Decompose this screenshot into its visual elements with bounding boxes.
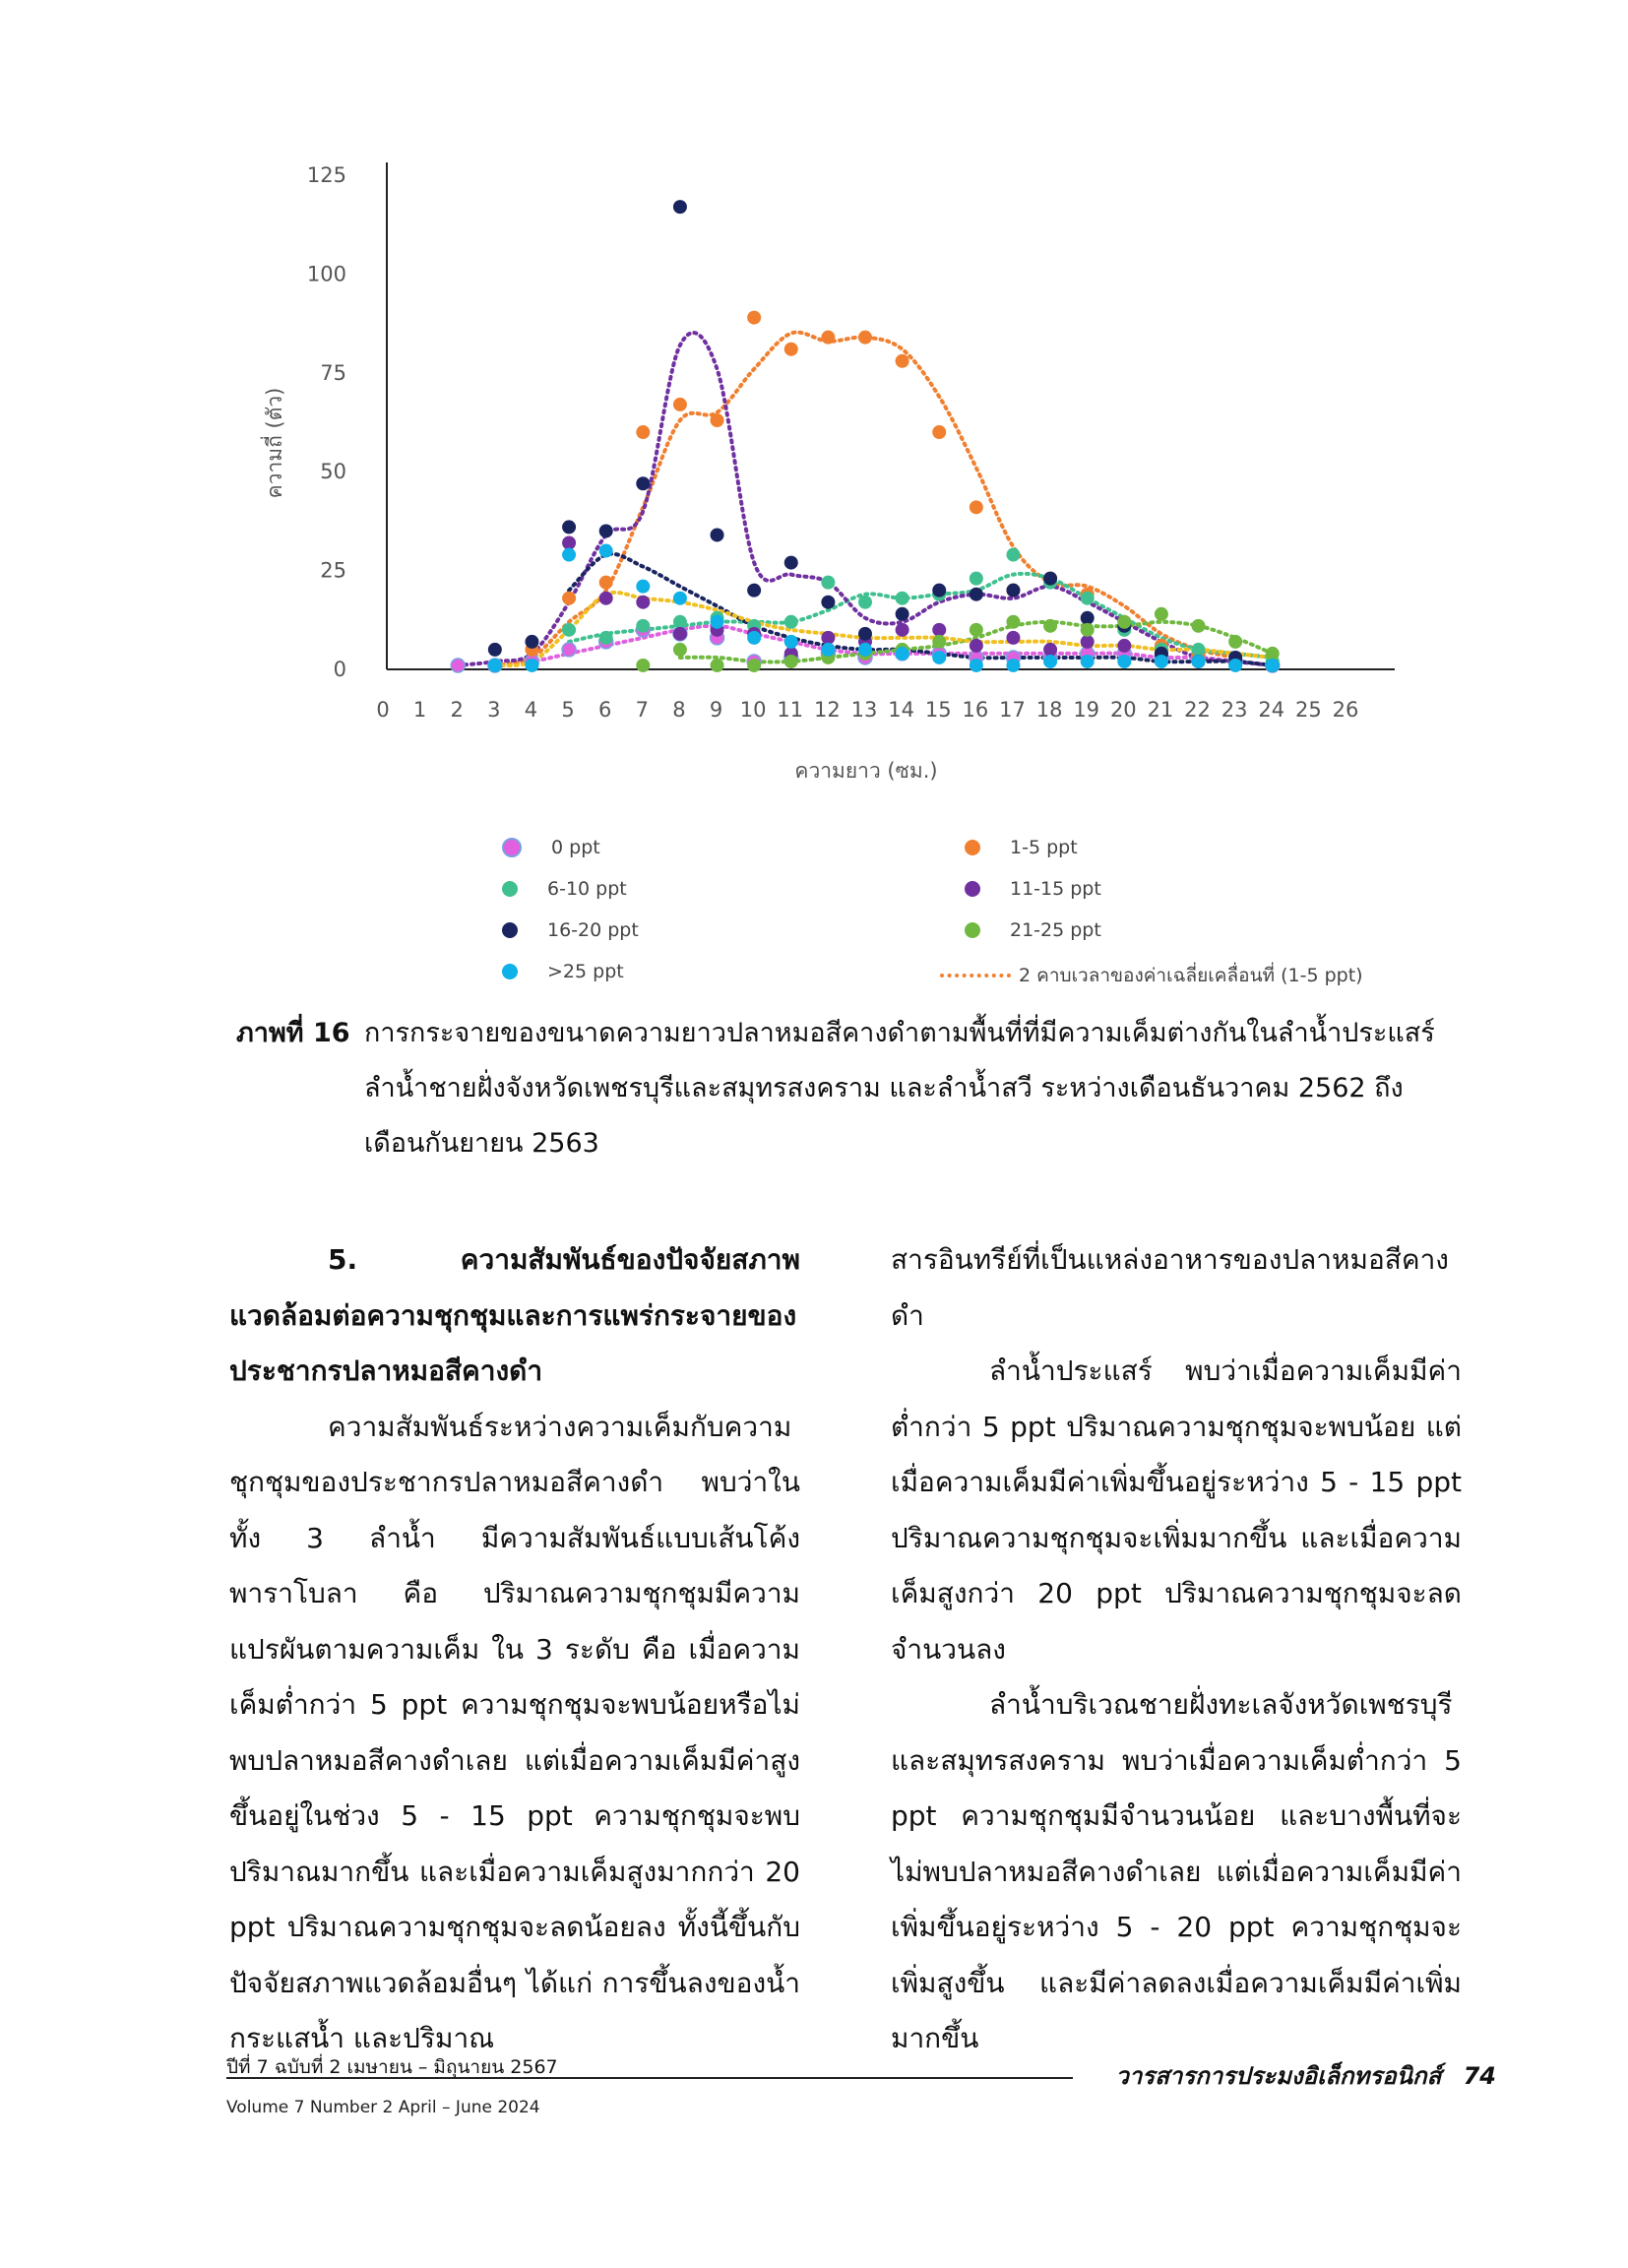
x-tick-label: 26: [1332, 698, 1359, 722]
legend-item-1-5ppt: [965, 837, 1078, 858]
data-point-series-1: [896, 354, 909, 368]
legend-label: 11-15 ppt: [1010, 878, 1101, 900]
section-heading: 5. ความสัมพันธ์ของปัจจัยสภาพแวดล้อมต่อความชุกชุมและการแพร่กระจายของประชากรปลาหมอสีคางดำ: [229, 1243, 800, 1387]
data-point-series-5: [1006, 615, 1020, 629]
data-point-series-4: [636, 476, 650, 490]
x-tick-label: 11: [777, 698, 804, 722]
data-point-series-6: [858, 643, 872, 657]
legend-label: 16-20 ppt: [547, 919, 639, 941]
data-point-series-5: [636, 659, 650, 672]
data-point-series-5: [970, 623, 983, 637]
data-point-series-6: [1006, 659, 1020, 672]
legend-label: 1-5 ppt: [1010, 837, 1078, 858]
data-point-series-3: [821, 631, 835, 645]
x-tick-label: 2: [450, 698, 464, 722]
data-point-series-4: [970, 588, 983, 601]
data-point-series-6: [711, 615, 724, 629]
data-point-series-4: [525, 635, 538, 649]
caption-label: ภาพที่ 16: [236, 1018, 350, 1048]
body-column-right: [891, 1232, 1462, 2067]
x-tick-label: 24: [1258, 698, 1285, 722]
data-point-series-1: [673, 398, 687, 411]
data-point-series-6: [1155, 655, 1168, 668]
data-point-series-1: [821, 331, 835, 345]
x-tick-label: 15: [924, 698, 952, 722]
x-axis-title: ความยาว (ซม.): [794, 759, 938, 783]
data-point-series-2: [673, 615, 687, 629]
data-point-series-3: [932, 623, 946, 637]
data-point-series-6: [562, 548, 576, 562]
x-tick-label: 21: [1147, 698, 1174, 722]
figure-caption: [236, 1006, 1457, 1171]
legend-marker-over-25ppt: [502, 964, 518, 979]
x-tick-label: 8: [672, 698, 686, 722]
data-point-series-6: [1043, 655, 1057, 668]
data-point-series-5: [1117, 615, 1131, 629]
footer-issue-thai: ปีที่ 7 ฉบับที่ 2 เมษายน – มิถุนายน 2567: [226, 2056, 558, 2078]
x-tick-label: 7: [635, 698, 649, 722]
data-point-series-4: [932, 584, 946, 598]
data-point-series-0: [562, 643, 576, 657]
x-tick-label: 9: [709, 698, 723, 722]
data-point-series-6: [784, 635, 798, 649]
data-point-series-6: [1117, 655, 1131, 668]
data-point-series-6: [673, 592, 687, 605]
x-tick-label: 0: [376, 698, 390, 722]
data-point-series-6: [1266, 659, 1280, 672]
legend-marker-16-20ppt: [502, 922, 518, 938]
legend-marker-21-25ppt: [965, 922, 980, 938]
data-point-series-2: [858, 596, 872, 609]
data-point-series-4: [673, 200, 687, 214]
data-point-series-2: [1192, 643, 1206, 657]
data-point-series-6: [636, 580, 650, 594]
data-point-series-6: [599, 544, 613, 558]
y-tick-label: 25: [320, 558, 346, 583]
data-point-series-1: [636, 425, 650, 439]
data-point-series-3: [562, 536, 576, 549]
x-tick-label: 14: [888, 698, 914, 722]
data-point-series-3: [1006, 631, 1020, 645]
x-tick-label: 12: [814, 698, 841, 722]
paragraph: ลำน้ำบริเวณชายฝั่งทะเลจังหวัดเพชรบุรีและสมุทรสงคราม พบว่าเมื่อความเค็มต่ำกว่า 5 ppt ความชุกชุมมีจำนวนน้อย และบางพื้นที่จะไม่พบปลาหมอสีคางดำเลย แต่เมื่อความเค็มมีค่าเพิ่มขึ้นอยู่ระหว่าง 5 - 20 ppt ความชุกชุมจะเพิ่มสูงขึ้น และมีค่าลดลงเมื่อความเค็มมีค่าเพิ่มมากขึ้น: [891, 1688, 1462, 2054]
data-point-series-4: [1081, 611, 1095, 625]
data-point-series-6: [525, 659, 538, 672]
x-tick-label: 22: [1184, 698, 1211, 722]
legend-marker-6-10ppt: [502, 881, 518, 897]
data-point-series-2: [599, 631, 613, 645]
legend-marker-0ppt: [502, 838, 522, 857]
data-point-series-6: [970, 659, 983, 672]
data-point-series-4: [784, 556, 798, 570]
data-point-series-5: [784, 655, 798, 668]
chart-legend: [492, 837, 1427, 1014]
data-point-series-6: [747, 631, 761, 645]
legend-item-11-15ppt: [965, 878, 1101, 900]
legend-item-0ppt: [502, 837, 600, 858]
data-point-series-2: [784, 615, 798, 629]
x-tick-label: 17: [999, 698, 1026, 722]
legend-label: >25 ppt: [547, 961, 624, 982]
page-footer: [226, 2052, 1496, 2121]
legend-label: 6-10 ppt: [547, 878, 627, 900]
data-point-series-1: [932, 425, 946, 439]
data-point-series-4: [562, 520, 576, 534]
data-point-series-3: [673, 627, 687, 641]
legend-label: 21-25 ppt: [1010, 919, 1101, 941]
legend-marker-11-15ppt: [965, 881, 980, 897]
caption-text: การกระจายของขนาดความยาวปลาหมอสีคางดำตามพื้นที่ที่มีความเค็มต่างกันในลำน้ำประแสร์ ลำน้ำชายฝั่งจังหวัดเพชรบุรีและสมุทรสงคราม และลำน้ำสวี ระหว่างเดือนธันวาคม 2562 ถึงเดือนกันยายน 2563: [364, 1018, 1435, 1159]
data-point-series-4: [711, 528, 724, 541]
data-point-series-5: [1043, 619, 1057, 633]
data-point-series-4: [488, 643, 502, 657]
y-tick-label: 0: [333, 658, 346, 681]
legend-dotted-line: [940, 974, 1011, 977]
data-point-series-2: [562, 623, 576, 637]
data-point-series-1: [970, 500, 983, 514]
footer-issue-english: Volume 7 Number 2 April – June 2024: [226, 2098, 540, 2117]
data-point-series-5: [1192, 619, 1206, 633]
data-point-series-4: [1043, 572, 1057, 586]
data-point-series-2: [636, 619, 650, 633]
data-point-series-1: [599, 576, 613, 590]
data-point-series-5: [1155, 607, 1168, 621]
x-tick-label: 18: [1035, 698, 1063, 722]
data-point-series-1: [858, 331, 872, 345]
data-point-series-3: [1117, 639, 1131, 653]
legend-item-over-25ppt: [502, 961, 624, 982]
data-point-series-6: [1228, 659, 1242, 672]
legend-marker-1-5ppt: [965, 840, 980, 855]
data-point-series-6: [488, 659, 502, 672]
x-tick-label: 23: [1221, 698, 1248, 722]
paragraph: สารอินทรีย์ที่เป็นแหล่งอาหารของปลาหมอสีคางดำ: [891, 1243, 1449, 1332]
legend-item-21-25ppt: [965, 919, 1101, 941]
data-point-series-2: [896, 592, 909, 605]
x-tick-label: 6: [598, 698, 612, 722]
data-point-series-1: [784, 343, 798, 356]
legend-item-16-20ppt: [502, 919, 639, 941]
data-point-series-3: [1081, 635, 1095, 649]
data-point-series-4: [821, 596, 835, 609]
x-tick-label: 3: [487, 698, 501, 722]
legend-item-6-10ppt: [502, 878, 627, 900]
data-point-series-5: [747, 659, 761, 672]
data-point-series-5: [711, 659, 724, 672]
y-tick-label: 125: [306, 163, 346, 187]
data-point-series-1: [747, 311, 761, 325]
data-point-series-5: [932, 635, 946, 649]
paragraph: ลำน้ำประแสร์ พบว่าเมื่อความเค็มมีค่าต่ำกว่า 5 ppt ปริมาณความชุกชุมจะพบน้อย แต่เมื่อความเค็มมีค่าเพิ่มขึ้นอยู่ระหว่าง 5 - 15 ppt ปริมาณความชุกชุมจะเพิ่มมากขึ้น และเมื่อความเค็มสูงกว่า 20 ppt ปริมาณความชุกชุมจะลดจำนวนลง: [891, 1354, 1462, 1666]
data-point-series-4: [896, 607, 909, 621]
data-point-series-4: [858, 627, 872, 641]
data-point-series-4: [747, 584, 761, 598]
x-tick-label: 10: [739, 698, 767, 722]
data-point-series-4: [1006, 584, 1020, 598]
data-point-series-2: [821, 576, 835, 590]
data-point-series-2: [1006, 548, 1020, 562]
x-tick-label: 25: [1295, 698, 1322, 722]
body-column-left: [229, 1232, 800, 2067]
x-tick-label: 4: [524, 698, 538, 722]
data-point-series-2: [1081, 592, 1095, 605]
data-point-series-5: [1081, 623, 1095, 637]
y-axis-title: ความถี่ (ตัว): [263, 387, 286, 499]
y-tick-label: 75: [320, 360, 346, 385]
legend-item-moving-average: [940, 961, 1363, 990]
data-point-series-6: [1192, 655, 1206, 668]
legend-label: 2 คาบเวลาของค่าเฉลี่ยเคลื่อนที่ (1-5 ppt): [1019, 965, 1363, 986]
x-tick-label: 1: [412, 698, 427, 722]
data-point-series-3: [1043, 643, 1057, 657]
trendlines-layer: [458, 333, 1273, 665]
data-point-series-3: [970, 639, 983, 653]
data-point-series-5: [1266, 647, 1280, 661]
data-point-series-4: [599, 524, 613, 537]
footer-journal: [1115, 2056, 1496, 2095]
data-point-series-6: [1081, 655, 1095, 668]
x-tick-label: 20: [1109, 698, 1137, 722]
data-point-series-0: [451, 659, 465, 672]
paragraph: ความสัมพันธ์ระหว่างความเค็มกับความชุกชุมของประชากรปลาหมอสีคางดำ พบว่าในทั้ง 3 ลำน้ำ มีความสัมพันธ์แบบเส้นโค้งพาราโบลา คือ ปริมาณความชุกชุมมีความแปรผันตามความเค็ม ใน 3 ระดับ คือ เมื่อความเค็มต่ำกว่า 5 ppt ความชุกชุมจะพบน้อยหรือไม่พบปลาหมอสีคางดำเลย แต่เมื่อความเค็มมีค่าสูงขึ้นอยู่ในช่วง 5 - 15 ppt ความชุกชุมจะพบปริมาณมากขึ้น และเมื่อความเค็มสูงมากกว่า 20 ppt ปริมาณความชุกชุมจะลดน้อยลง ทั้งนี้ขึ้นกับปัจจัยสภาพแวดล้อมอื่นๆ ได้แก่ การขึ้นลงของน้ำ กระแสน้ำ และปริมาณ: [229, 1410, 800, 2054]
x-tick-label: 13: [850, 698, 878, 722]
data-point-series-3: [599, 592, 613, 605]
points-layer: [451, 200, 1280, 672]
data-point-series-3: [636, 596, 650, 609]
data-point-series-6: [932, 651, 946, 664]
x-tick-label: 16: [962, 698, 989, 722]
page-number: 74: [1463, 2062, 1496, 2090]
data-point-series-5: [673, 643, 687, 657]
y-tick-label: 50: [320, 460, 346, 484]
journal-name: วารสารการประมงอิเล็กทรอนิกส์: [1115, 2062, 1442, 2090]
data-point-series-6: [821, 643, 835, 657]
data-point-series-6: [896, 647, 909, 661]
y-tick-label: 100: [306, 262, 346, 286]
data-point-series-1: [562, 592, 576, 605]
legend-label: 0 ppt: [551, 837, 600, 858]
x-tick-label: 19: [1073, 698, 1100, 722]
x-tick-label: 5: [561, 698, 575, 722]
data-point-series-5: [1228, 635, 1242, 649]
data-point-series-1: [711, 413, 724, 427]
data-point-series-2: [970, 572, 983, 586]
data-point-series-3: [896, 623, 909, 637]
